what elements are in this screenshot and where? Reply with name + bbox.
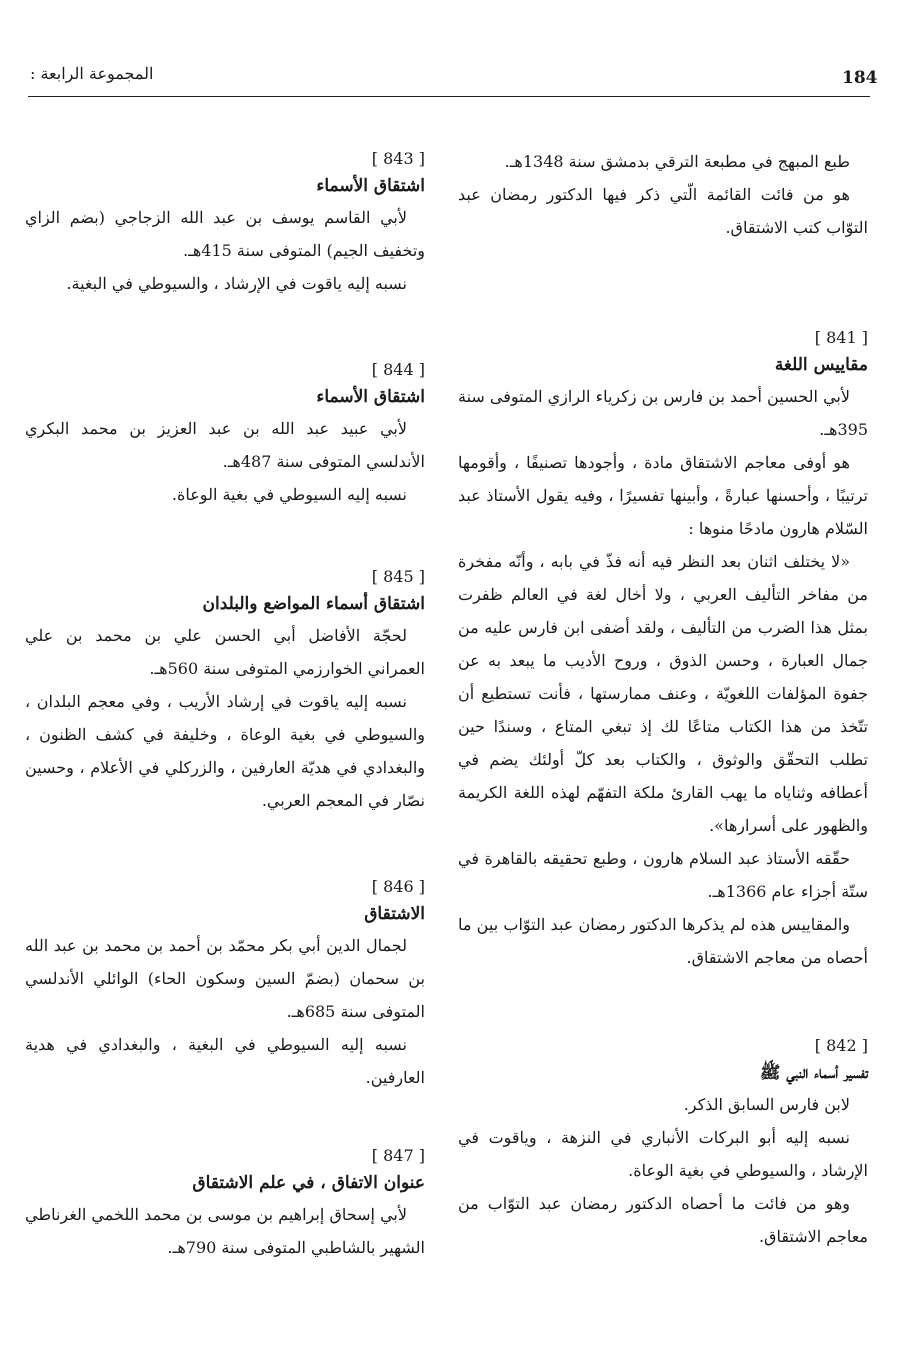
- header-rule: [28, 96, 870, 97]
- quote-paragraph: «لا يختلف اثنان بعد النظر فيه أنه فذّ في بابه ، وأنّه مفخرة من مفاخر التأليف العربي ، ولا أخال لغة في العالم ظفرت بمثل هذا الضرب من التأليف ، ولقد أضفى ابن فارس عليه من جمال العبارة ، وحسن الذوق ، وروح الأديب ما يبعد به عن جفوة المؤلفات اللغويّة ، وعنف ممارستها ، فأنت تستطيع أن تتّخذ من هذا الكتاب متاعًا لك إذ تبغي المتاع ، وسندًا حين تطلب التحقّق والوثوق ، والكتاب بعد كلّ أولئك يضم في أعطافه وثناياه ما يهب القارئ ملكة التفهّم لهذه اللغة الكريمة والظهور على أسرارها».: [458, 552, 868, 835]
- right-column: [458, 145, 868, 1253]
- entry-number: [ 846 ]: [371, 877, 425, 896]
- paragraph: لجمال الدين أبي بكر محمّد بن أحمد بن محمد بن عبد الله بن سحمان (بضمّ السين وسكون الحاء) الوائلي الأندلسي المتوفى سنة 685هـ.: [25, 936, 425, 1021]
- entry-title: اشتقاق الأسماء: [316, 387, 425, 407]
- running-title: المجموعة الرابعة :: [30, 64, 154, 83]
- entry-number: [ 842 ]: [814, 1036, 868, 1055]
- left-column: [25, 145, 425, 1264]
- paragraph: طبع المبهج في مطبعة الترقي بدمشق سنة 1348هـ.: [504, 152, 850, 171]
- paragraph: نسبه إليه ياقوت في الإرشاد ، والسيوطي في البغية.: [66, 274, 407, 293]
- paragraph: نسبه إليه ياقوت في إرشاد الأريب ، وفي معجم البلدان ، والسيوطي في بغية الوعاة ، وخليفة في كشف الظنون ، والبغدادي في هديّة العارفين ، والزركلي في الأعلام ، وحسين نصّار في المعجم العربي.: [25, 692, 425, 810]
- entry-846: [25, 873, 425, 1094]
- entry-number: [ 841 ]: [814, 328, 868, 347]
- paragraph: وهو من فائت ما أحصاه الدكتور رمضان عبد التوّاب من معاجم الاشتقاق.: [458, 1194, 868, 1246]
- entry-title: عنوان الاتفاق ، في علم الاشتقاق: [192, 1173, 425, 1193]
- paragraph: لحجّة الأفاضل أبي الحسن علي بن محمد بن علي العمراني الخوارزمي المتوفى سنة 560هـ.: [25, 626, 425, 678]
- paragraph: لابن فارس السابق الذكر.: [683, 1095, 850, 1114]
- entry-title: اشتقاق أسماء المواضع والبلدان: [202, 594, 425, 614]
- entry-title: اشتقاق الأسماء: [316, 176, 425, 196]
- page-number: 184: [842, 68, 878, 88]
- entry-842: [458, 1032, 868, 1253]
- paragraph: لأبي إسحاق إبراهيم بن موسى بن محمد اللخمي الغرناطي الشهير بالشاطبي المتوفى سنة 790هـ.: [25, 1205, 425, 1257]
- paragraph: لأبي الحسين أحمد بن فارس بن زكرياء الرازي المتوفى سنة 395هـ.: [458, 387, 868, 439]
- entry-title: مقاييس اللغة: [774, 355, 868, 375]
- paragraph: هو من فائت القائمة الّتي ذكر فيها الدكتور رمضان عبد التوّاب كتب الاشتقاق.: [458, 185, 868, 237]
- entry-number: [ 845 ]: [371, 567, 425, 586]
- entry-title: تفسير أسماء النبي ﷺ: [759, 1063, 868, 1083]
- entry-844: [25, 356, 425, 511]
- entry-number: [ 844 ]: [371, 360, 425, 379]
- entry-841: [458, 324, 868, 974]
- entry-845: [25, 563, 425, 817]
- paragraph: حقّقه الأستاذ عبد السلام هارون ، وطبع تحقيقه بالقاهرة في ستّة أجزاء عام 1366هـ.: [458, 849, 868, 901]
- paragraph: نسبه إليه السيوطي في البغية ، والبغدادي في هدية العارفين.: [25, 1035, 425, 1087]
- paragraph: لأبي القاسم يوسف بن عبد الله الزجاجي (بضم الزاي وتخفيف الجيم) المتوفى سنة 415هـ.: [25, 208, 425, 260]
- paragraph: لأبي عبيد عبد الله بن عبد العزيز بن محمد البكري الأندلسي المتوفى سنة 487هـ.: [25, 419, 425, 471]
- paragraph: نسبه إليه أبو البركات الأنباري في النزهة ، وياقوت في الإرشاد ، والسيوطي في بغية الوعاة.: [458, 1128, 868, 1180]
- entry-number: [ 843 ]: [371, 149, 425, 168]
- paragraph: نسبه إليه السيوطي في بغية الوعاة.: [171, 485, 407, 504]
- paragraph: والمقاييس هذه لم يذكرها الدكتور رمضان عبد التوّاب بين ما أحصاه من معاجم الاشتقاق.: [458, 915, 868, 967]
- entry-number: [ 847 ]: [371, 1146, 425, 1165]
- paragraph: هو أوفى معاجم الاشتقاق مادة ، وأجودها تصنيفًا ، وأقومها ترتيبًا ، وأحسنها عبارةً ، وأبينها تفسيرًا ، وفيه يقول الأستاذ عبد السّلام هارون مادحًا منوها :: [458, 453, 868, 538]
- entry-title: الاشتقاق: [364, 904, 425, 924]
- entry-847: [25, 1142, 425, 1264]
- entry-843: [25, 145, 425, 300]
